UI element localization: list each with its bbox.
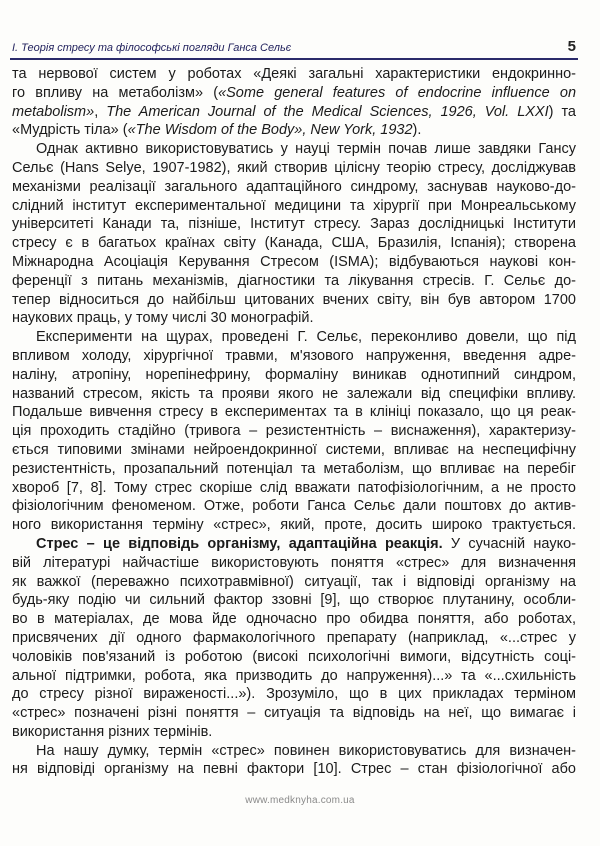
text-segment: будь-яку подію чи сильний фактор ззовні [9], що створює плутанину, особли- xyxy=(12,592,576,609)
text-segment: використання різних термінів. xyxy=(12,723,213,740)
text-line xyxy=(12,403,576,422)
text-segment: ється типовими змінами нейроендокринної системи, впливає на неспецифічну xyxy=(12,441,576,458)
paragraph xyxy=(12,140,576,328)
text-segment: На нашу думку, термін «стрес» повинен використовуватись для визначен- xyxy=(36,742,576,759)
text-line xyxy=(12,159,576,178)
text-segment: хвороб [7, 8]. Тому стрес скоріше слід вважати патофізіологічним, а не просто xyxy=(12,479,576,496)
text-segment: тепер відноситься до найбільш цитованих вчених світу, він був автором 1700 xyxy=(12,291,576,308)
text-line xyxy=(12,441,576,460)
text-segment: го впливу на метаболізм» ( xyxy=(12,84,219,101)
text-segment: фізіологічним феноменом. Отже, роботи Ганса Сельє дали поштовх до актив- xyxy=(12,498,576,515)
paragraph xyxy=(12,742,576,780)
text-segment: «Мудрість тіла» ( xyxy=(12,122,128,139)
text-segment: Однак активно використовуватись у науці термін почав лише завдяки Гансу xyxy=(36,141,576,158)
text-segment: чоловіків пов'язаний із роботою (високі психологічні вимоги, відсутність соці- xyxy=(12,648,576,665)
text-line xyxy=(12,140,576,159)
text-segment: Експерименти на щурах, проведені Г. Сельє, переконливо довели, що під xyxy=(36,329,576,346)
text-line xyxy=(12,309,576,328)
text-line xyxy=(12,648,576,667)
text-segment: присвячених дії одного фармакологічного препарату (наприклад, «...стрес у xyxy=(12,629,576,646)
text-line xyxy=(12,460,576,479)
paragraph xyxy=(12,328,576,535)
text-line xyxy=(12,121,576,140)
text-line xyxy=(12,328,576,347)
italic-text: «The Wisdom of the Body», New York, 1932 xyxy=(127,122,413,139)
bold-text: Стрес – це відповідь організму, адаптаційна реакція. xyxy=(36,535,443,552)
text-segment: стресу є в багатьох країнах світу (Канада, США, Бразилія, Іспанія); створена xyxy=(12,235,576,252)
text-line xyxy=(12,65,576,84)
text-segment: ) та xyxy=(548,103,577,120)
text-line xyxy=(12,103,576,122)
text-line xyxy=(12,667,576,686)
italic-text: «Some general features of endocrine influence on xyxy=(218,84,577,101)
text-segment: як важкої (переважно психотравмівної) ситуації, так і відповіді організму на xyxy=(12,573,576,590)
text-segment: слідний інститут експериментальної медицини та хірургії при Монреальському xyxy=(12,197,576,214)
text-segment: наліну, атропіну, норепінефрину, формаліну виникав однотипний синдром, xyxy=(12,366,576,383)
text-segment: впливом холоду, хірургічної травми, м'язового напруження, введення адре- xyxy=(12,347,576,364)
paragraph xyxy=(12,535,576,742)
text-segment: альної підтримки, робота, яка призводить до напруження)...» та «...схильність xyxy=(12,667,576,684)
text-line xyxy=(12,742,576,761)
text-line xyxy=(12,234,576,253)
text-line xyxy=(12,178,576,197)
text-segment: Подальше вивчення стресу в експериментах та в клініці показало, що ця реак- xyxy=(12,404,576,421)
text-segment: наукових праць, у тому числі 30 монографій. xyxy=(12,310,314,327)
text-line xyxy=(12,516,576,535)
text-line xyxy=(12,215,576,234)
text-line xyxy=(12,347,576,366)
text-segment: ного використання терміну «стрес», який, проте, досить широко трактується. xyxy=(12,517,576,534)
text-segment: названий стресом, якість та прояви якого не залежали від специфіки впливу. xyxy=(12,385,576,402)
chapter-title: I. Теорія стресу та філософські погляди Ганса Сельє xyxy=(12,42,292,54)
paragraph xyxy=(12,65,576,140)
text-line xyxy=(12,723,576,742)
text-segment: ція проходить стадійно (тривога – резистентність – виснаження), характеризу- xyxy=(12,423,576,440)
text-segment: університеті Канади та, пізніше, Інститут стресу. Зараз дослідницькі Інститути xyxy=(12,216,576,233)
text-segment: до стресу різної вираженості...»). Зрозуміло, що в цих прикладах терміном xyxy=(12,686,576,703)
text-line xyxy=(12,497,576,516)
text-segment: во в матеріалах, де мова йде одночасно про обидва поняття, або роботах, xyxy=(12,611,576,628)
text-line xyxy=(12,291,576,310)
text-line xyxy=(12,760,576,779)
text-segment: Міжнародна Асоціація Керування Стресом (ISMA); відбуваються наукові кон- xyxy=(12,253,576,270)
text-line xyxy=(12,479,576,498)
text-segment: резистентність, прозапальний потенціал та метаболізм, що впливає на перебіг xyxy=(12,460,576,477)
footer-website: www.medknyha.com.ua xyxy=(245,795,355,806)
body-text xyxy=(12,65,576,779)
text-segment: , xyxy=(94,103,107,120)
text-line xyxy=(12,554,576,573)
text-line xyxy=(12,591,576,610)
text-segment: У сучасній науко- xyxy=(442,535,576,552)
text-line xyxy=(12,272,576,291)
text-segment: Сельє (Hans Selye, 1907-1982), який створив цілісну теорію стресу, досліджував xyxy=(12,159,576,176)
text-line xyxy=(12,385,576,404)
text-segment: ня відповіді організму на певні фактори [10]. Стрес – стан фізіологічної або xyxy=(12,761,576,778)
text-line xyxy=(12,629,576,648)
text-segment: «стрес» позначені різні поняття – ситуація та відповідь на неї, що вимагає і xyxy=(12,705,576,722)
text-line xyxy=(12,685,576,704)
text-segment: ). xyxy=(412,122,422,139)
running-header xyxy=(10,40,578,60)
text-segment: та нервової систем у роботах «Деякі загальні характеристики ендокринно- xyxy=(12,66,576,82)
page-number: 5 xyxy=(567,38,576,55)
text-line xyxy=(12,535,576,554)
text-segment: вій літературі найчастіше використовують поняття «стрес» для визначення xyxy=(12,554,576,571)
italic-text: metabolism» xyxy=(12,103,95,120)
text-line xyxy=(12,197,576,216)
text-line xyxy=(12,704,576,723)
text-line xyxy=(12,573,576,592)
text-segment: ференції з питань механізмів, діагностики та лікування стресів. Г. Сельє до- xyxy=(12,272,576,289)
italic-text: The American Journal of the Medical Sciences, 1926, Vol. LXXI xyxy=(106,103,549,120)
text-line xyxy=(12,366,576,385)
text-line xyxy=(12,84,576,103)
text-line xyxy=(12,253,576,272)
text-line xyxy=(12,422,576,441)
text-segment: механізми реалізації загального адаптаційного синдрому, заснував науково-до- xyxy=(12,178,576,195)
text-line xyxy=(12,610,576,629)
